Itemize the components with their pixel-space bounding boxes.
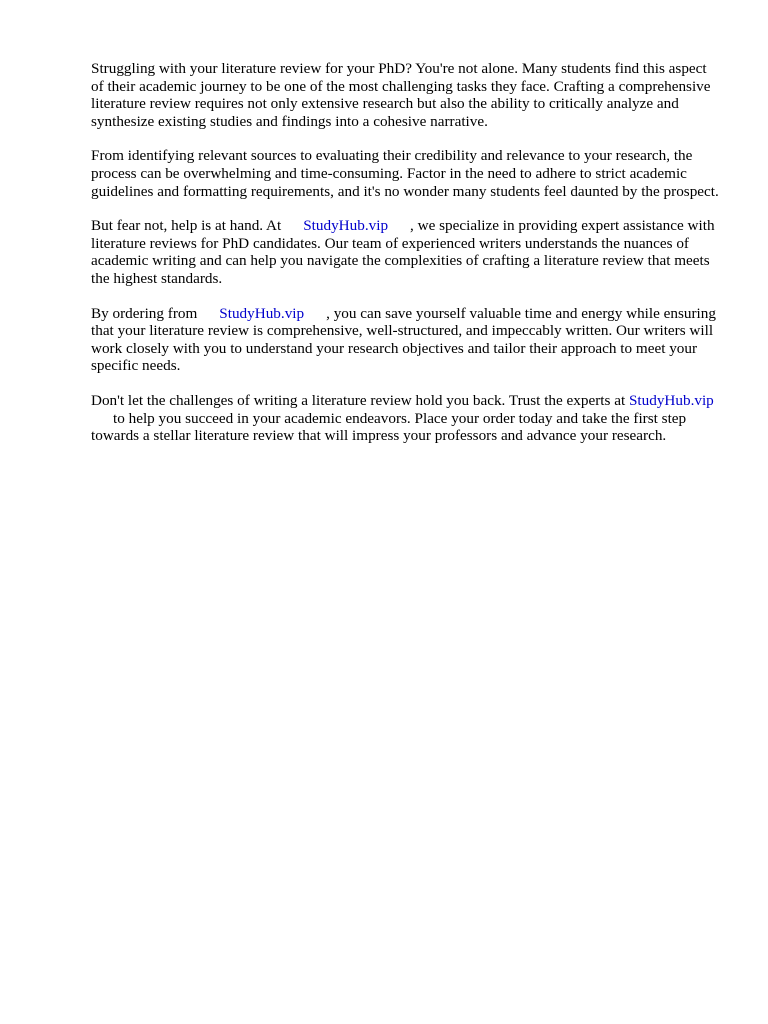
studyhub-link-3[interactable]: StudyHub.vip bbox=[628, 391, 714, 409]
studyhub-link-1[interactable]: StudyHub.vip bbox=[303, 217, 389, 235]
paragraph-intro: Struggling with your literature review for your PhD? You're not alone. Many students find this aspect of their academic journey to be one of the most challenging tasks they face. Crafting a comprehensive literature review requires not only extensive research but also the ability to critically analyze and synthesize existing studies and findings into a cohesive narrative. bbox=[91, 60, 711, 130]
paragraph-help bbox=[91, 217, 723, 287]
paragraph-challenges: From identifying relevant sources to evaluating their credibility and relevance to your research, the process can be overwhelming and time-consuming. Factor in the need to adhere to strict academic guidelines and formatting requirements, and it's no wonder many students feel daunted by the prospect. bbox=[91, 147, 719, 200]
studyhub-link-2[interactable]: StudyHub.vip bbox=[219, 304, 305, 322]
paragraph-closing-rest: to help you succeed in your academic endeavors. Place your order today and take the first step towards a stellar literature review that will impress your professors and advance your research. bbox=[91, 409, 687, 445]
paragraph-ordering-rest: , you can save yourself valuable time and energy while ensuring that your literature review is comprehensive, well-structured, and impeccably written. Our writers will work closely with you to understand your research objectives and tailor their approach to meet your specific needs. bbox=[91, 304, 716, 375]
paragraph-ordering bbox=[91, 305, 723, 375]
paragraph-closing-lead: Don't let the challenges of writing a literature review hold you back. Trust the experts at bbox=[91, 391, 626, 409]
paragraph-ordering-lead: By ordering from bbox=[91, 304, 198, 322]
document-body bbox=[91, 60, 723, 462]
paragraph-help-rest: , we specialize in providing expert assistance with literature reviews for PhD candidates. Our team of experienced writers understands the nuances of academic writing and can help you navigate the complexities of crafting a literature review that meets the highest standards. bbox=[91, 217, 715, 287]
paragraph-help-lead: But fear not, help is at hand. At bbox=[91, 217, 282, 235]
paragraph-closing bbox=[91, 392, 723, 445]
